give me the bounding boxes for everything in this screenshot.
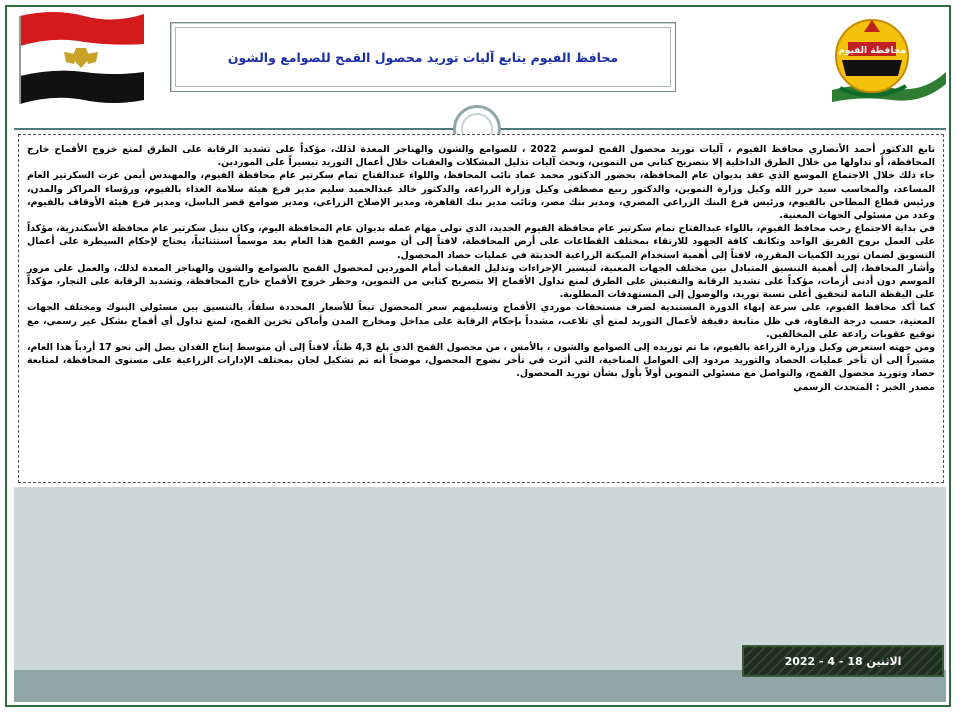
article-source: مصدر الخبر : المتحدث الرسمي: [793, 381, 935, 393]
article-paragraph: كما أكد محافظ الفيوم، على سرعة إنهاء الدورة المستندية لصرف مستحقات موردي الأقماح وتسليمهم سعر المحصول تبعاً للأسعار المحددة سلفاً، بالتنسيق بين مسئولي البنوك ومختلف الجهات المعنية، حسب درجة النقاوة، في ظل متابعة دقيقة لأعمال التوريد لمنع أي تلاعب، مشدداً بإحكام الرقابة على مداخل ومخارج المدن وأماكن تخزين القمح، لمنع تداول أي أقماح بشكل غير رسمي، مع توقيع عقوبات رادعة على المخالفين.: [27, 302, 935, 340]
article-paragraph: ومن جهته استعرض وكيل وزارة الزراعة بالفيوم، ما تم توريده إلى الصوامع والشون ، بالأمس ، من محصول القمح الذي بلغ 4,3 طناً، لافتاً إلى أن متوسط إنتاج الفدان يصل إلى نحو 17 أردباً هذا العام، مشيراً إلى أن تأخر عمليات الحصاد والتوريد مردود إلى العوامل المناخية، التي أثرت في تأخر نضوج المحصول، موضحاً أنه تم تشكيل لجان بمختلف الإدارات الزراعية على مستوى المحافظة، لمتابعة حصاد وتوريد محصول القمح، والتواصل مع مسئولي التموين أولاً بأول بشأن توريد المحصول.: [27, 342, 935, 380]
article-paragraph: جاء ذلك خلال الاجتماع الموسع الذي عقد بديوان عام المحافظة، بحضور الدكتور محمد عماد نائب المحافظ، واللواء عبدالفتاح تمام سكرتير عام محافظة الفيوم، والمهندس أيمن عزت السكرتير العام المساعد، والمحاسب سيد حرز الله وكيل وزارة التموين، والدكتور ربيع مصطفى وكيل وزارة الزراعة، والدكتور خالد عبدالحميد سليم مدير فرع هيئة سلامة الغذاء بالفيوم، ورؤساء المراكز والمدن، ورئيس قطاع المطاحن بالفيوم، ورئيس فرع البنك الزراعي المصري، ومدير بنك مصر، ونائب مدير بنك القاهرة، ومدير الإصلاح الزراعي، ومدير صوامع قصر الباسل، ومدير فرع هيئة الأوقاف بالفيوم، وعدد من مسئولي الجهات المعنية.: [27, 170, 935, 222]
fayoum-governorate-logo: [822, 12, 950, 112]
headline-title: محافظ الفيوم يتابع آليات توريد محصول القمح للصوامع والشون: [227, 49, 619, 65]
egypt-flag-icon: [14, 8, 148, 106]
logo-text: محافظة الفيوم: [838, 46, 906, 56]
date-label: الاثنين 18 - 4 - 2022: [784, 654, 902, 668]
date-badge: [742, 645, 944, 677]
article-paragraph: تابع الدكتور أحمد الأنصاري محافظ الفيوم ، آليات توريد محصول القمح لموسم 2022 ، للصوامع والشون والهناجر المعدة لذلك، مؤكداً على تشديد الرقابة على الطرق لمنع خروج الأقماح خارج المحافظة، أو تداولها من خلال الطرق الداخلية إلا بتصريح كتابي من التموين، وبحث آليات تذليل المشكلات والعقبات خلال أعمال التوريد تيسيراً على الموردين.: [27, 144, 935, 169]
article-paragraph: في بداية الاجتماع رحب محافظ الفيوم، باللواء عبدالفتاح تمام سكرتير عام محافظة الفيوم الجديد، الذي تولى مهام عمله بديوان عام المحافظة اليوم، وكان بنيل سكرتير عام محافظة الأسكندرية، مؤكداً على العمل بروح الفريق الواحد وتكاتف كافة الجهود للارتقاء بمختلف القطاعات على أرض المحافظة، لافتاً إلى أن موسم القمح هذا العام يعد موسماً استثنائياً، يحتاج لإحكام السيطرة على أعمال التسويق لضمان توريد الكميات المقررة، لافتاً إلى أهمية استخدام الميكنة الزراعية الحديثة في عمليات حصاد المحصول.: [27, 223, 935, 261]
article-paragraph: وأشار المحافظ، إلى أهمية التنسيق المتبادل بين مختلف الجهات المعنية، لتيسير الإجراءات وتذليل العقبات أمام الموردين لمحصول القمح بالصوامع والشون والهناجر المعدة لذلك، والعمل على مرور الموسم دون أدنى أزمات، مؤكداً على تشديد الرقابة والتفتيش على الطرق لمنع تداول الأقماح إلا بتصريح كتابي من التموين، وحظر خروج الأقماح خارج المحافظة، وتشديد الرقابة على التجار، مؤكداً على اليقظة التامة لتحقيق أعلى نسبة توريد، والوصول إلى المستهدفات المطلوبة.: [27, 262, 935, 301]
article-body: [18, 134, 944, 483]
headline-box: [170, 22, 676, 92]
